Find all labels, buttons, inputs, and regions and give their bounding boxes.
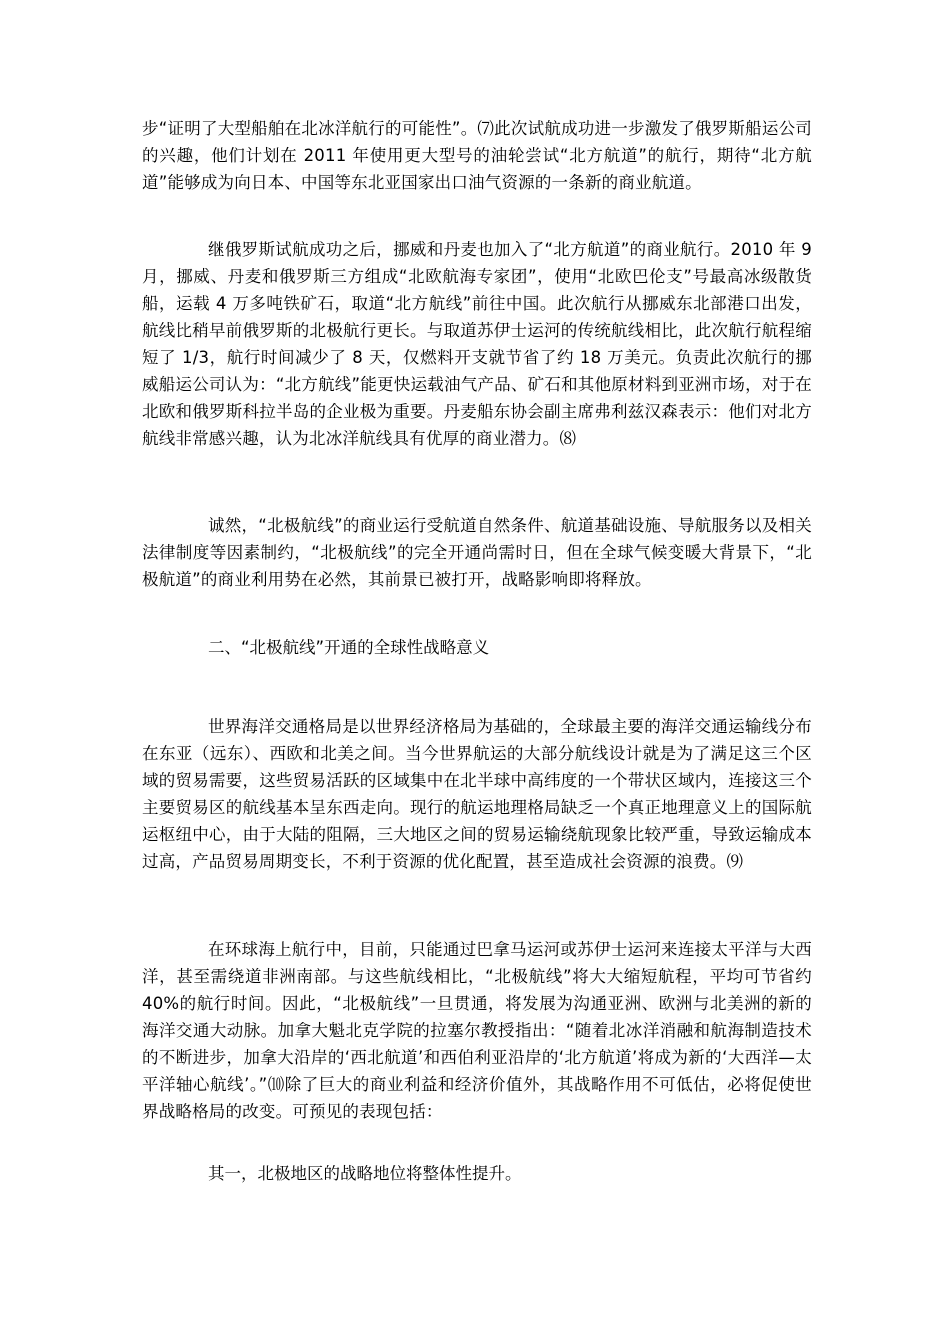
sub-heading-first-point: 其一，北极地区的战略地位将整体性提升。 bbox=[208, 1164, 522, 1183]
paragraph-global-navigation: 在环球海上航行中，目前，只能通过巴拿马运河或苏伊士运河来连接太平洋与大西洋，甚至需绕道非洲南部。与这些航线相比，“北极航线”将大大缩短航程，平均可节省约 40%的航行时间。因此，“北极航线”一旦贯通，将发展为沟通亚洲、欧洲与北美洲的新的海洋交通大动脉。加拿大魁北克学院的拉塞尔教授指出：“随着北冰洋消融和航海制造技术的不断进步，加拿大沿岸的‘西北航道’和西伯利亚沿岸的‘北方航道’将成为新的‘大西洋—太平洋轴心航线’。”⑽除了巨大的商业利益和经济价值外，其战略作用不可低估，必将促使世界战略格局的改变。可预见的表现包括： bbox=[142, 940, 812, 1121]
paragraph-commercial-constraints: 诚然，“北极航线”的商业运行受航道自然条件、航道基础设施、导航服务以及相关法律制度等因素制约，“北极航线”的完全开通尚需时日，但在全球气候变暖大背景下，“北极航道”的商业利用势在必然，其前景已被打开，战略影响即将释放。 bbox=[142, 516, 812, 589]
section-heading: 二、“北极航线”开通的全球性战略意义 bbox=[208, 638, 490, 657]
paragraph-norway-denmark-voyage: 继俄罗斯试航成功之后，挪威和丹麦也加入了“北方航道”的商业航行。2010 年 9 月，挪威、丹麦和俄罗斯三方组成“北欧航海专家团”，使用“北欧巴伦支”号最高冰级散货船，运载 4 万多吨铁矿石，取道“北方航线”前往中国。此次航行从挪威东北部港口出发，航线比稍早前俄罗斯的北极航行更长。与取道苏伊士运河的传统航线相比，此次航行航程缩短了 1/3，航行时间减少了 8 天，仅燃料开支就节省了约 18 万美元。负责此次航行的挪威船运公司认为：“北方航线”能更快运载油气产品、矿石和其他原材料到亚洲市场，对于在北欧和俄罗斯科拉半岛的企业极为重要。丹麦船东协会副主席弗利兹汉森表示：他们对北方航线非常感兴趣，认为北冰洋航线具有优厚的商业潜力。⑻ bbox=[142, 240, 812, 448]
paragraph-trial-voyage-interest: 步“证明了大型船舶在北冰洋航行的可能性”。⑺此次试航成功进一步激发了俄罗斯船运公司的兴趣，他们计划在 2011 年使用更大型号的油轮尝试“北方航道”的航行，期待“北方航道”能够成为向日本、中国等东北亚国家出口油气资源的一条新的商业航道。 bbox=[142, 119, 812, 192]
paragraph-maritime-pattern: 世界海洋交通格局是以世界经济格局为基础的，全球最主要的海洋交通运输线分布在东亚（远东）、西欧和北美之间。当今世界航运的大部分航线设计就是为了满足这三个区域的贸易需要，这些贸易活跃的区域集中在北半球中高纬度的一个带状区域内，连接这三个主要贸易区的航线基本呈东西走向。现行的航运地理格局缺乏一个真正地理意义上的国际航运枢纽中心，由于大陆的阻隔，三大地区之间的贸易运输绕航现象比较严重，导致运输成本过高，产品贸易周期变长，不利于资源的优化配置，甚至造成社会资源的浪费。⑼ bbox=[142, 717, 812, 871]
